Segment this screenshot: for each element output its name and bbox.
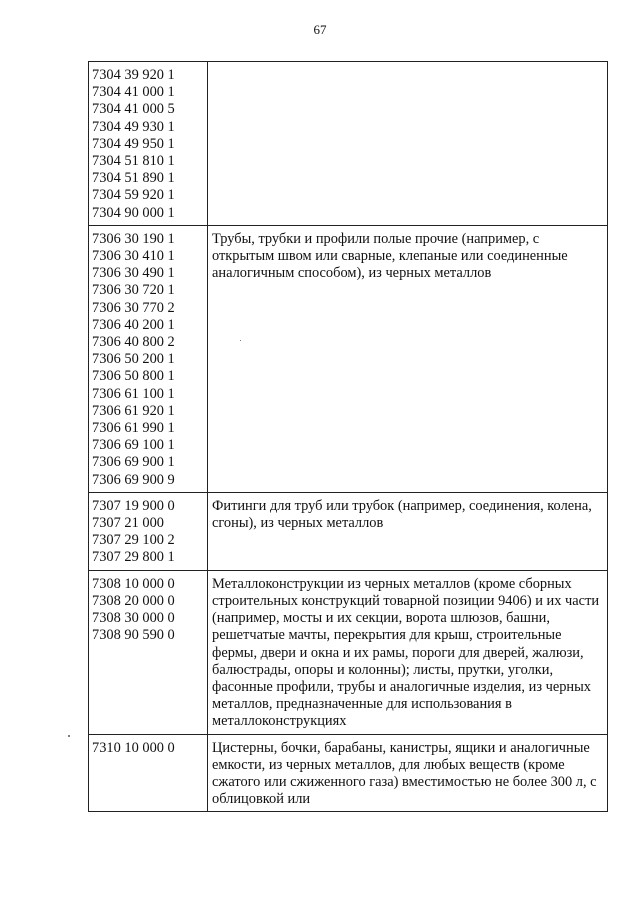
- code-line: 7304 41 000 1: [92, 84, 175, 101]
- code-line: 7306 61 990 1: [92, 420, 175, 437]
- description-cell: [208, 62, 608, 226]
- description-cell: [208, 492, 608, 570]
- code-line: 7304 51 890 1: [92, 170, 175, 187]
- code-line: 7306 40 200 1: [92, 316, 175, 333]
- code-line: 7306 50 200 1: [92, 351, 175, 368]
- scan-speck: [68, 735, 70, 737]
- code-line: 7306 50 800 1: [92, 368, 175, 385]
- table-row: [89, 570, 608, 734]
- code-line: 7308 90 590 0: [92, 627, 175, 644]
- code-line: 7308 10 000 0: [92, 575, 175, 592]
- description-text: Металлоконструкции из черных металлов (кроме сборных строительных конструкций товарной позиции 9406) и их части (например, мосты и их секции, ворота шлюзов, башни, решетчатые мачты, перекрытия для крыш, строительные фермы, двери и окна и их рамы, пороги для дверей, жалюзи, балюстрады, опоры и колонны); листы, прутки, уголки, фасонные профили, трубы и аналогичные изделия, из черных металлов, предназначенные для использования в металлоконструкциях: [212, 575, 600, 730]
- code-line: 7306 30 490 1: [92, 265, 175, 282]
- code-line: 7308 30 000 0: [92, 610, 175, 627]
- code-line: 7306 69 100 1: [92, 437, 175, 454]
- code-line: 7306 30 720 1: [92, 282, 175, 299]
- code-line: 7310 10 000 0: [92, 739, 175, 756]
- code-line: 7307 29 100 2: [92, 532, 175, 549]
- description-cell: [208, 570, 608, 734]
- scan-speck: [240, 340, 241, 341]
- code-line: 7306 69 900 1: [92, 454, 175, 471]
- code-line: 7304 49 950 1: [92, 135, 175, 152]
- code-line: 7304 51 810 1: [92, 153, 175, 170]
- code-line: 7304 41 000 5: [92, 101, 175, 118]
- codes-cell: [89, 734, 208, 812]
- code-line: 7306 30 190 1: [92, 230, 175, 247]
- description-cell: [208, 734, 608, 812]
- codes-cell: [89, 225, 208, 492]
- code-line: 7306 69 900 9: [92, 471, 175, 488]
- codes-cell: [89, 570, 208, 734]
- code-line: 7304 39 920 1: [92, 67, 175, 83]
- code-line: 7306 30 410 1: [92, 248, 175, 265]
- description-text: Трубы, трубки и профили полые прочие (например, с открытым швом или сварные, клепаные или соединенные аналогичным способом), из черных металлов: [212, 230, 568, 282]
- description-text: Фитинги для труб или трубок (например, соединения, колена, сгоны), из черных металлов: [212, 497, 592, 532]
- code-line: 7306 30 770 2: [92, 299, 175, 316]
- code-line: 7304 49 930 1: [92, 118, 175, 135]
- code-line: 7306 61 100 1: [92, 385, 175, 402]
- code-line: 7307 29 800 1: [92, 549, 175, 566]
- description-cell: [208, 225, 608, 492]
- code-line: 7308 20 000 0: [92, 592, 175, 609]
- tariff-codes-table: [88, 61, 608, 812]
- code-line: 7307 21 000: [92, 515, 164, 532]
- table-row: [89, 734, 608, 812]
- codes-cell: [89, 492, 208, 570]
- code-line: 7306 61 920 1: [92, 402, 175, 419]
- table-row: [89, 225, 608, 492]
- code-line: 7304 90 000 1: [92, 204, 175, 221]
- table-row: [89, 492, 608, 570]
- description-text: Цистерны, бочки, барабаны, канистры, ящики и аналогичные емкости, из черных металлов, для любых веществ (кроме сжатого или сжиженного газа) вместимостью не более 300 л, с облицовкой или: [212, 739, 597, 808]
- code-line: 7307 19 900 0: [92, 497, 175, 514]
- code-line: 7304 59 920 1: [92, 187, 175, 204]
- codes-cell: [89, 62, 208, 226]
- code-line: 7306 40 800 2: [92, 334, 175, 351]
- page-number: 67: [313, 22, 327, 37]
- table-row: [89, 62, 608, 226]
